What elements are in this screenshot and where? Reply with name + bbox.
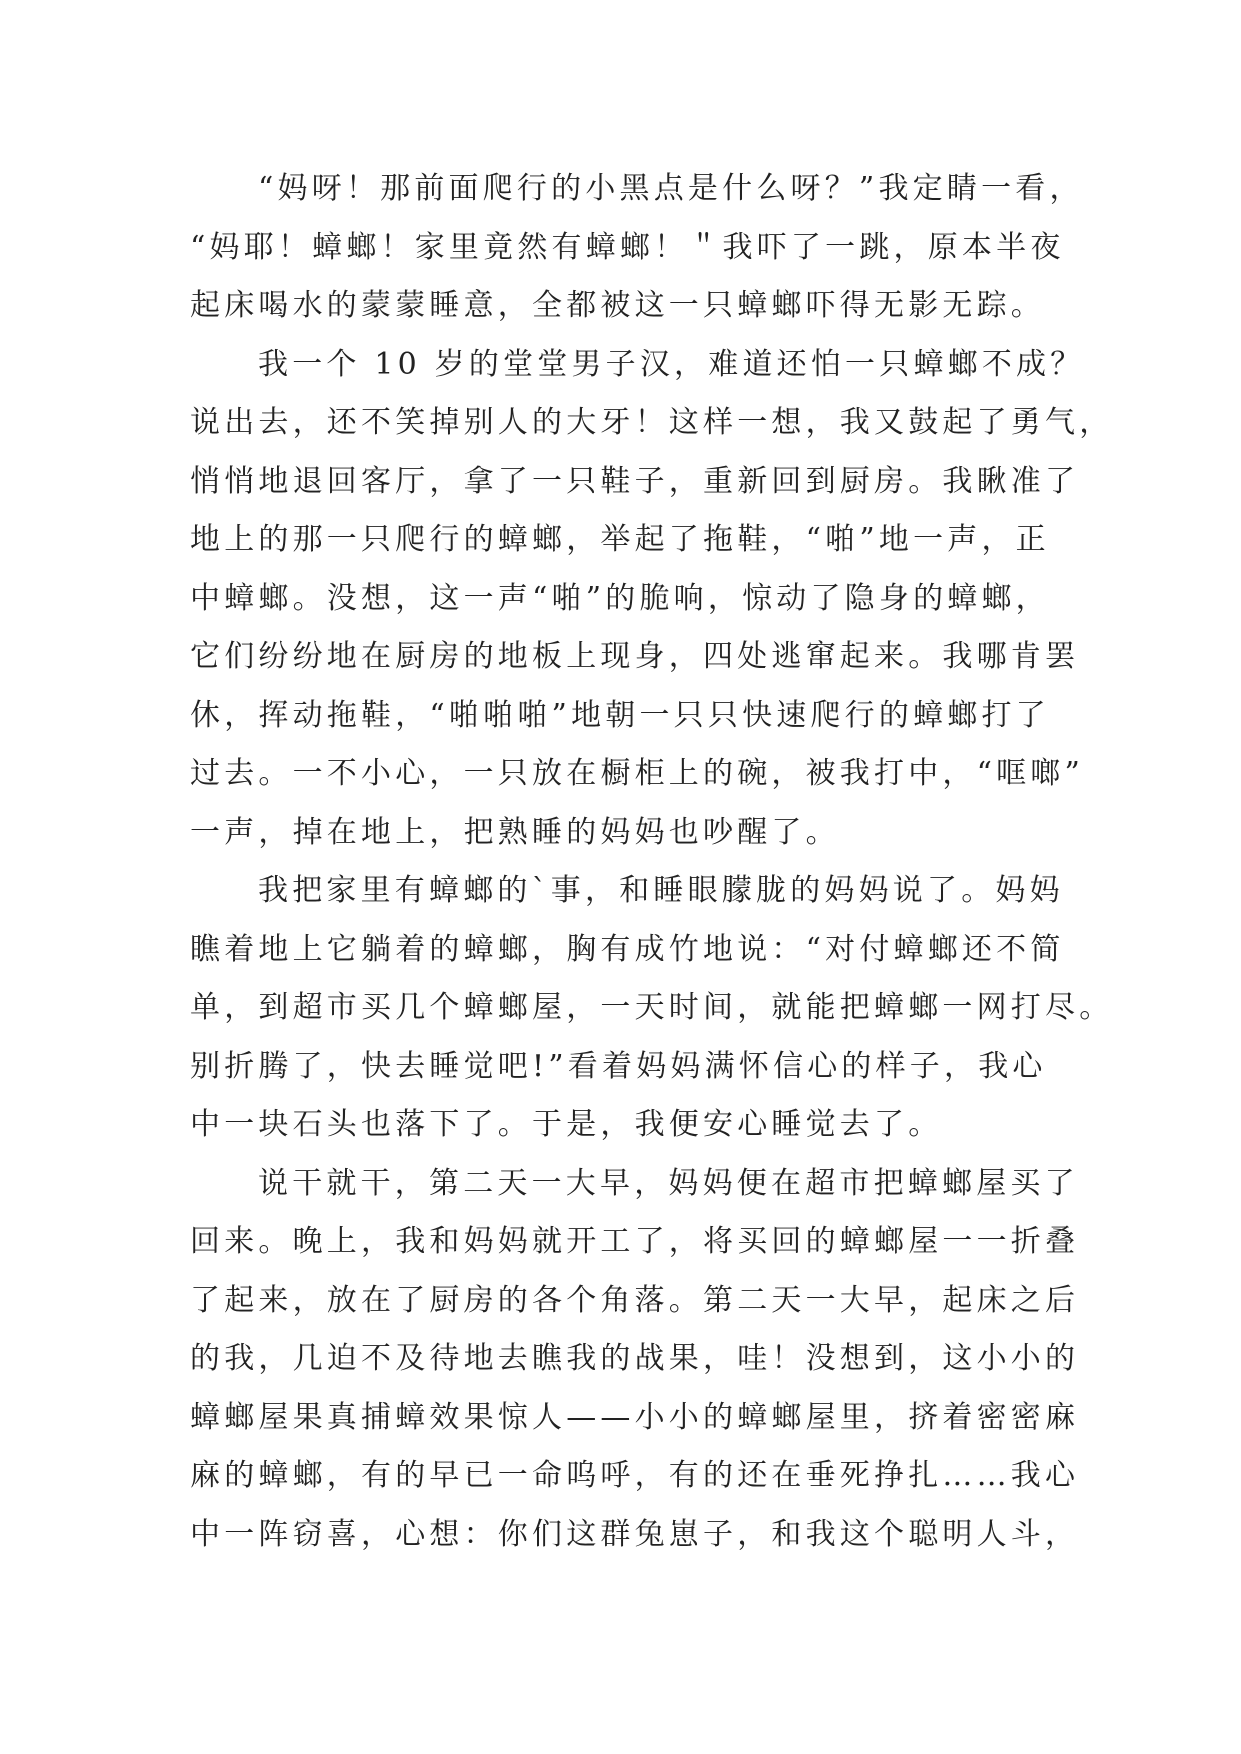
text-line: 麻的蟑螂，有的早已一命呜呼，有的还在垂死挣扎……我心 bbox=[190, 1458, 1080, 1493]
paragraph-1 bbox=[190, 160, 1084, 336]
text-line: 的我，几迫不及待地去瞧我的战果，哇！没想到，这小小的 bbox=[190, 1341, 1080, 1376]
text-line: 它们纷纷地在厨房的地板上现身，四处逃窜起来。我哪肯罢 bbox=[190, 639, 1080, 674]
text-line: 单，到超市买几个蟑螂屋，一天时间，就能把蟑螂一网打尽。 bbox=[190, 990, 1114, 1025]
paragraph-2 bbox=[190, 336, 1114, 863]
text-line: 说干就干，第二天一大早，妈妈便在超市把蟑螂屋买了 bbox=[258, 1165, 1079, 1201]
text-line: 过去。一不小心，一只放在橱柜上的碗，被我打中，“哐啷” bbox=[190, 756, 1085, 791]
text-line: 了起来，放在了厨房的各个角落。第二天一大早，起床之后 bbox=[190, 1282, 1080, 1318]
text-line: 起床喝水的蒙蒙睡意，全都被这一只蟑螂吓得无影无踪。 bbox=[190, 288, 1045, 323]
paragraph-4 bbox=[190, 1155, 1080, 1565]
text-line: 休，挥动拖鞋，“啪啪啪”地朝一只只快速爬行的蟑螂打了 bbox=[190, 697, 1050, 733]
text-line: 中蟑螂。没想，这一声“啪”的脆响，惊动了隐身的蟑螂， bbox=[190, 580, 1050, 616]
text-line: 回来。晚上，我和妈妈就开工了，将买回的蟑螂屋一一折叠 bbox=[190, 1224, 1080, 1259]
text-line: 我一个 10 岁的堂堂男子汉，难道还怕一只蟑螂不成？ bbox=[258, 346, 1085, 382]
text-line: 说出去，还不笑掉别人的大牙！这样一想，我又鼓起了勇气， bbox=[190, 405, 1114, 440]
text-line: “妈呀！那前面爬行的小黑点是什么呀？”我定睛一看， bbox=[258, 171, 1084, 206]
text-line: 瞧着地上它躺着的蟑螂，胸有成竹地说：“对付蟑螂还不简 bbox=[190, 931, 1065, 967]
text-line: 中一块石头也落下了。于是，我便安心睡觉去了。 bbox=[190, 1107, 943, 1142]
text-line: 一声，掉在地上，把熟睡的妈妈也吵醒了。 bbox=[190, 814, 840, 850]
text-line: 中一阵窃喜，心想：你们这群兔崽子，和我这个聪明人斗， bbox=[190, 1516, 1080, 1552]
text-line: 地上的那一只爬行的蟑螂，举起了拖鞋，“啪”地一声，正 bbox=[190, 522, 1050, 557]
text-line: 蟑螂屋果真捕蟑效果惊人——小小的蟑螂屋里，挤着密密麻 bbox=[190, 1399, 1080, 1435]
text-line: 别折腾了，快去睡觉吧!”看着妈妈满怀信心的样子，我心 bbox=[190, 1048, 1047, 1084]
text-line: “妈耶！蟑螂！家里竟然有蟑螂！＂我吓了一跳，原本半夜 bbox=[190, 229, 1065, 265]
article-body bbox=[190, 160, 1114, 1564]
paragraph-3 bbox=[190, 862, 1114, 1155]
text-line: 我把家里有蟑螂的`事，和睡眼朦胧的妈妈说了。妈妈 bbox=[258, 873, 1064, 908]
text-line: 悄悄地退回客厅，拿了一只鞋子，重新回到厨房。我瞅准了 bbox=[190, 463, 1080, 499]
